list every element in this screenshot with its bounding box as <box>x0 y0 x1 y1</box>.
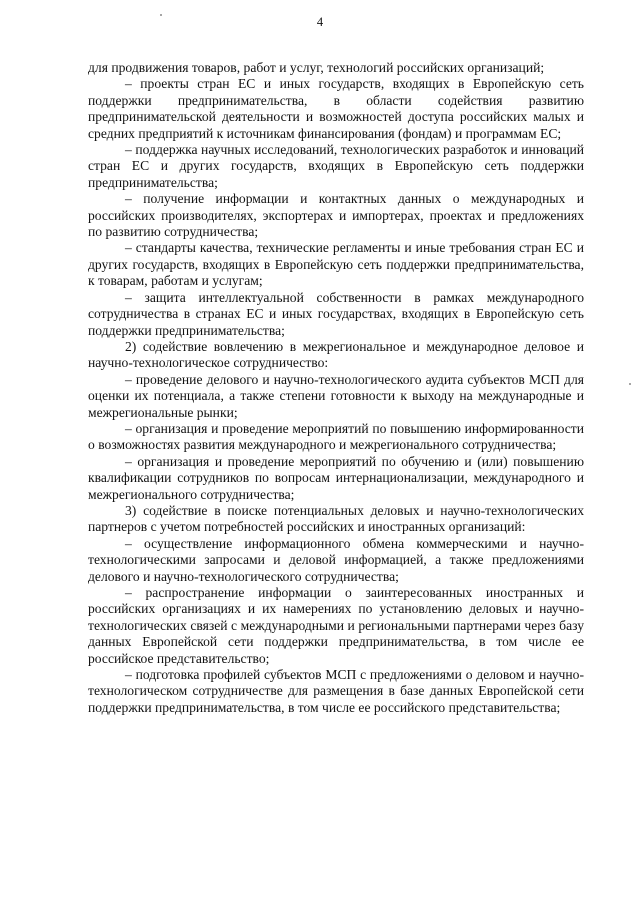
list-item: – получение информации и контактных данных о международных и российских производителях, экспортерах и импортерах, проектах и предложениях по развитию сотрудничества; <box>88 191 584 240</box>
list-item: – проекты стран ЕС и иных государств, входящих в Европейскую сеть поддержки предпринимательства, в области содействия развитию предпринимательской деятельности и возможностей доступа российских малых и средних предприятий к источникам финансирования (фондам) и программам ЕС; <box>88 76 584 141</box>
numbered-section-heading: 2) содействие вовлечению в межрегиональное и международное деловое и научно-технологическое сотрудничество: <box>88 338 584 371</box>
list-item: – поддержка научных исследований, технологических разработок и инноваций стран ЕС и других государств, входящих в Европейскую сеть поддержки предпринимательства; <box>88 142 584 190</box>
list-item: – организация и проведение мероприятий по обучению и (или) повышению квалификации сотрудников по вопросам интернационализации, международного и межрегионального сотрудничества; <box>88 453 584 502</box>
scan-speck-top <box>160 14 162 16</box>
list-item: – осуществление информационного обмена коммерческими и научно-технологическими запросами и деловой информацией, а также предложениями делового и научно-технологического сотрудничества; <box>88 535 584 584</box>
paragraph-continuation: для продвижения товаров, работ и услуг, технологий российских организаций; <box>88 60 545 75</box>
list-item: – стандарты качества, технические регламенты и иные требования стран ЕС и других государств, входящих в Европейскую сеть поддержки предпринимательства, к товарам, работам и услугам; <box>88 240 584 289</box>
scan-speck-right <box>629 383 631 385</box>
list-item: – защита интеллектуальной собственности в рамках международного сотрудничества в странах ЕС и иных государствах, входящих в Европейскую сеть поддержки предпринимательства; <box>88 289 584 338</box>
numbered-section-heading: 3) содействие в поиске потенциальных деловых и научно-технологических партнеров с учетом потребностей российских и иностранных организаций: <box>88 502 584 535</box>
page-number: 4 <box>316 15 324 29</box>
list-item: – организация и проведение мероприятий по повышению информированности о возможностях развития международного и межрегионального сотрудничества; <box>88 420 584 453</box>
list-item: – подготовка профилей субъектов МСП с предложениями о деловом и научно-технологическом сотрудничестве для размещения в базе данных Европейской сети поддержки предпринимательства, в том числе ее российского представительства; <box>88 667 584 715</box>
list-item: – проведение делового и научно-технологического аудита субъектов МСП для оценки их потенциала, а также степени готовности к выходу на международные и межрегиональные рынки; <box>88 371 584 420</box>
list-item: – распространение информации о заинтересованных иностранных и российских организациях и их намерениях по установлению деловых и научно-технологических связей с международными и региональными партнерами через базу данных Европейской сети поддержки предпринимательства, в том числе ее российское представительство; <box>88 585 584 666</box>
document-body <box>88 60 584 716</box>
